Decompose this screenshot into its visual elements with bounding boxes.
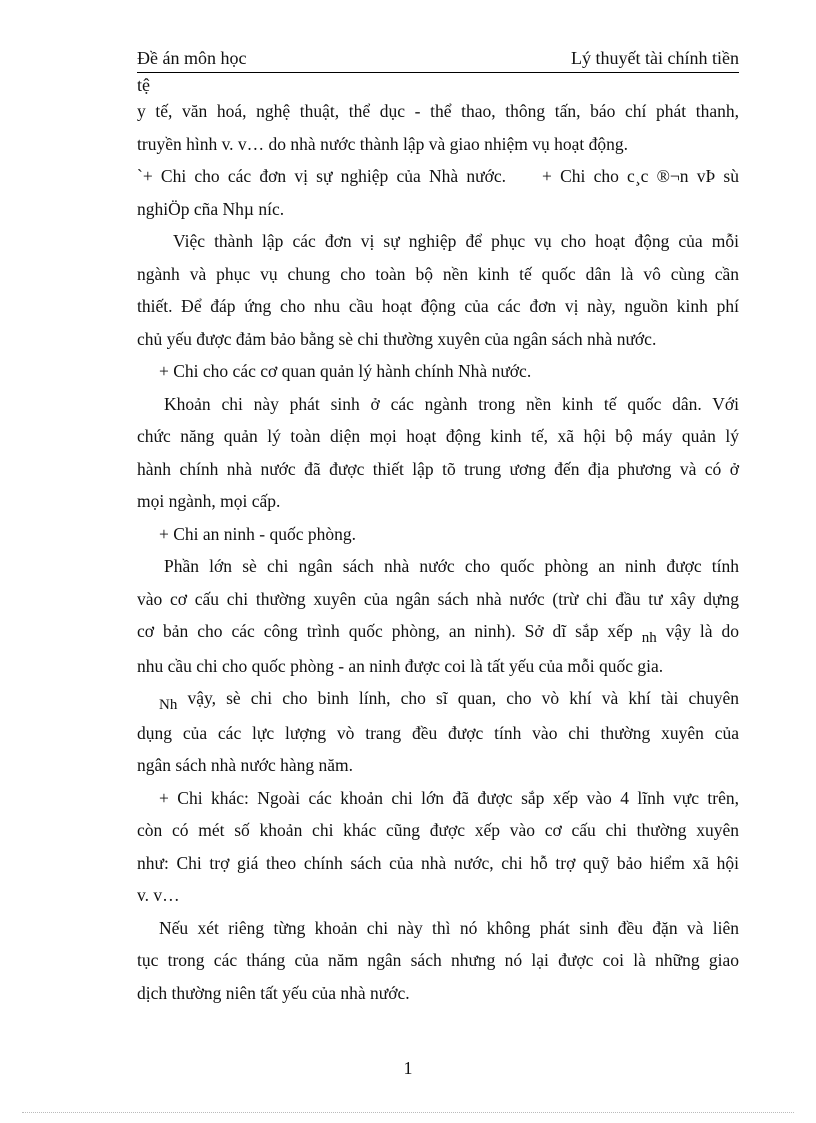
paragraph-line: mọi ngành, mọi cấp. [137,491,281,511]
text-line: truyền hình v. v… do nhà nước thành lập và giao nhiệm vụ hoạt động. [137,133,628,154]
text-line: nghiÖp cña Nhµ níc. [137,198,285,219]
paragraph-line [137,615,739,650]
paragraph-line: ngành và phục vụ chung cho toàn bộ nền kinh tế quốc dân là vô cùng cần [137,263,739,284]
list-item-public-service: `+ Chi cho các đơn vị sự nghiệp của Nhà nước. [137,166,506,186]
paragraph-line: như: Chi trợ giá theo chính sách của nhà nước, chi hỗ trợ quỹ bảo hiểm xã hội [137,852,739,873]
paragraph-line: v. v… [137,885,180,905]
paragraph-line: tục trong các tháng của năm ngân sách nhưng nó lại được coi là những giao [137,950,739,970]
text-fragment: vậy là do [665,621,740,641]
paragraph-line: Việc thành lập các đơn vị sự nghiệp để phục vụ cho hoạt động của mỗi [173,231,739,251]
paragraph-line [137,682,739,717]
paragraph-line: còn có mét số khoản chi khác cũng được xếp vào cơ cấu chi thường xuyên [137,820,739,840]
section-heading: + Chi cho các cơ quan quản lý hành chính Nhà nước. [159,361,532,381]
document-body [137,95,739,1009]
text-line [137,160,739,193]
paragraph-line: ngân sách nhà nước hàng năm. [137,755,354,775]
header-subject-title-wrap: tệ [137,75,150,95]
paragraph-line: Phần lớn sè chi ngân sách nhà nước cho quốc phòng an ninh được tính [164,556,739,576]
header-course-title: Đề án môn học [137,48,247,68]
page-header [137,48,739,73]
paragraph-line: + Chi khác: Ngoài các khoản chi lớn đã được sắp xếp vào 4 lĩnh vực trên, [159,787,739,808]
text-fragment: vậy, sè chi cho binh lính, cho sĩ quan, cho vò khí và khí tài chuyên [187,688,740,708]
paragraph-line: thiết. Để đáp ứng cho nhu cầu hoạt động của các đơn vị này, nguồn kinh phí [137,296,739,316]
paragraph-line: vào cơ cấu chi thường xuyên của ngân sách nhà nước (trừ chi đầu tư xây dựng [137,588,739,609]
page-number: 1 [403,1058,413,1078]
text-fragment: cơ bản cho các công trình quốc phòng, an ninh). Sở dĩ sắp xếp [137,621,633,641]
text-fragment-subscript: Nh [159,697,178,713]
paragraph-line: nhu cầu chi cho quốc phòng - an ninh được coi là tất yếu của mỗi quốc gia. [137,655,664,676]
text-line: y tế, văn hoá, nghệ thuật, thể dục - thể thao, thông tấn, báo chí phát thanh, [137,101,739,121]
section-heading: + Chi an ninh - quốc phòng. [159,523,357,544]
paragraph-line: dụng của các lực lượng vò trang đều được tính vào chi thường xuyên của [137,722,739,743]
paragraph-line: chủ yếu được đảm bảo bằng sè chi thường xuyên của ngân sách nhà nước. [137,328,657,349]
text-fragment-subscript: nh [641,630,657,646]
paragraph-line: hành chính nhà nước đã được thiết lập tõ trung ương đến địa phương và có ở [137,458,739,479]
paragraph-line: Nếu xét riêng từng khoản chi này thì nó không phát sinh đều đặn và liên [159,917,739,938]
paragraph-line: chức năng quản lý toàn diện mọi hoạt động kinh tế, xã hội bộ máy quản lý [137,426,739,446]
list-item-garbled: + Chi cho c¸c ®¬n vÞ sù [542,166,739,186]
paragraph-line: dịch thường niên tất yếu của nhà nước. [137,982,410,1003]
paragraph-line: Khoản chi này phát sinh ở các ngành trong nền kinh tế quốc dân. Với [164,393,739,414]
page-bottom-border [22,1112,794,1113]
header-subject-title: Lý thuyết tài chính tiền [571,48,739,68]
